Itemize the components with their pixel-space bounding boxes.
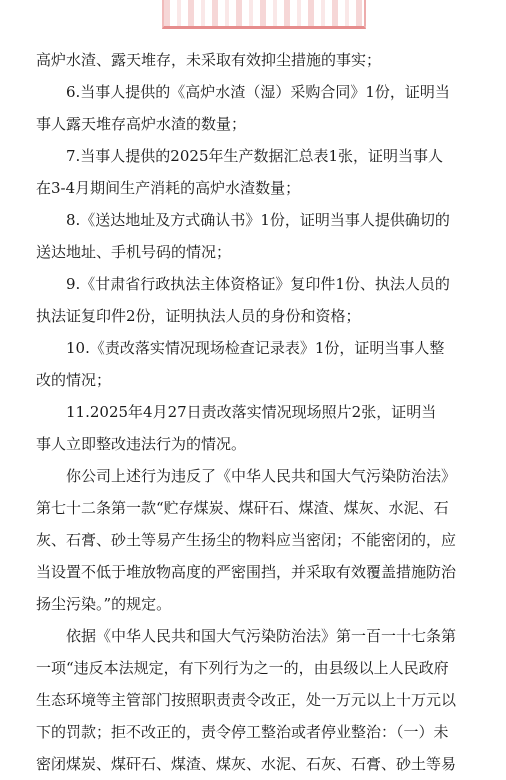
text-line: 送达地址、手机号码的情况； [36,243,232,261]
text-line: 事人露天堆存高炉水渣的数量； [36,115,247,133]
text-line: 事人立即整改违法行为的情况。 [36,435,247,453]
text-line: 执法证复印件2份，证明执法人员的身份和资格； [36,307,361,325]
document-body [36,44,474,780]
text-line: 改的情况； [36,371,112,389]
violation-paragraph: 你公司上述行为违反了《中华人民共和国大气污染防治法》 [66,467,457,485]
evidence-item-8: 8.《送达地址及方式确认书》1份，证明当事人提供确切的 [66,211,450,229]
text-line: 扬尘污染。”的规定。 [36,595,172,613]
official-seal-stamp [162,0,366,29]
text-line: 第七十二条第一款“贮存煤炭、煤矸石、煤渣、煤灰、水泥、石 [36,499,449,517]
evidence-item-11: 11.2025年4月27日责改落实情况现场照片2张，证明当 [66,403,437,421]
text-line: 当设置不低于堆放物高度的严密围挡，并采取有效覆盖措施防治 [36,563,457,581]
evidence-item-6: 6.当事人提供的《高炉水渣（湿）采购合同》1份，证明当 [66,83,450,101]
text-line: 下的罚款；拒不改正的，责令停工整治或者停业整治：（一）未 [36,723,449,741]
evidence-item-7: 7.当事人提供的2025年生产数据汇总表1张，证明当事人 [66,147,444,165]
text-line: 灰、石膏、砂土等易产生扬尘的物料应当密闭；不能密闭的，应 [36,531,457,549]
text-line: 一项“违反本法规定，有下列行为之一的，由县级以上人民政府 [36,659,449,677]
text-line: 密闭煤炭、煤矸石、煤渣、煤灰、水泥、石灰、石膏、砂土等易 [36,755,457,773]
text-line: 高炉水渣、露天堆存，未采取有效抑尘措施的事实； [36,51,382,69]
evidence-item-10: 10.《责改落实情况现场检查记录表》1份，证明当事人整 [66,339,445,357]
text-line: 在3-4月期间生产消耗的高炉水渣数量； [36,179,301,197]
evidence-item-9: 9.《甘肃省行政执法主体资格证》复印件1份、执法人员的 [66,275,450,293]
legal-basis-paragraph: 依据《中华人民共和国大气污染防治法》第一百一十七条第 [66,627,457,645]
text-line: 生态环境等主管部门按照职责责令改正，处一万元以上十万元以 [36,691,457,709]
